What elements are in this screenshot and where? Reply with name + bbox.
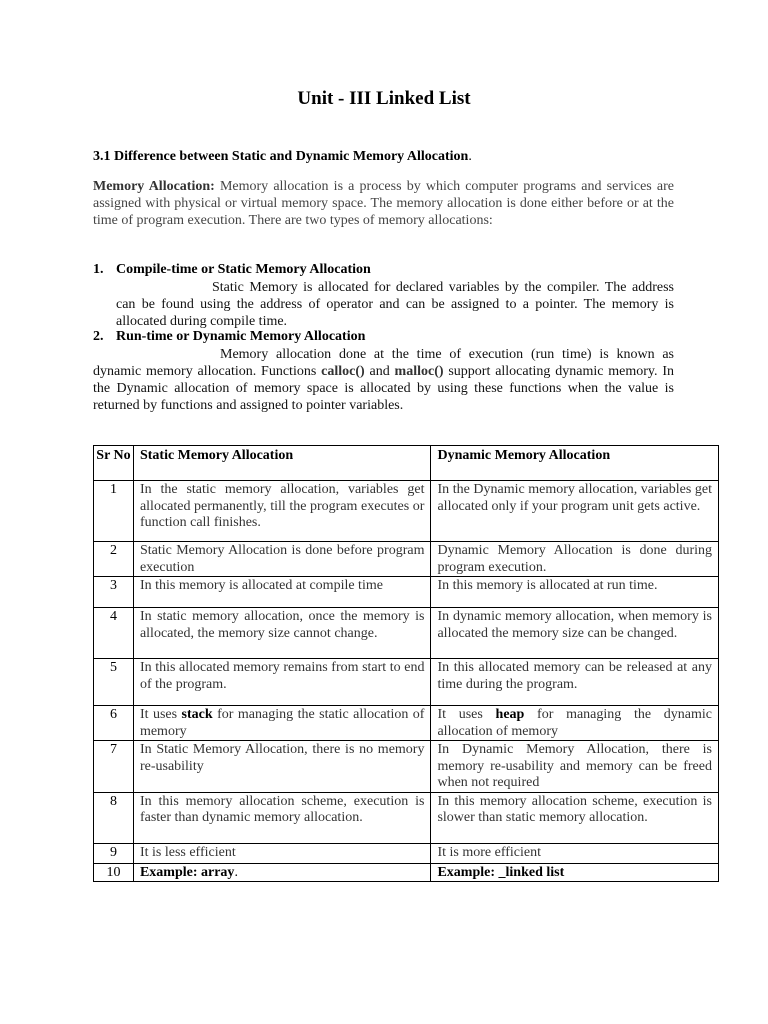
list-item-2-number: 2. — [93, 329, 104, 344]
calloc-function: calloc() — [321, 364, 365, 379]
comparison-table — [93, 445, 719, 882]
row-dynamic-cell: In this memory allocation scheme, execution is slower than static memory allocation. — [431, 792, 719, 843]
stack-keyword: stack — [181, 707, 213, 722]
table-row — [94, 577, 719, 608]
list-item-1-body-text: Static Memory is allocated for declared variables by the compiler. The address can be found using the address of operator and can be assigned to a pointer. The memory is allocated during compile time. — [116, 280, 674, 329]
row-dynamic-cell: It is more efficient — [431, 843, 719, 863]
row-sr: 7 — [94, 741, 134, 793]
row-static-cell: Static Memory Allocation is done before program execution — [133, 542, 431, 577]
dynamic-text-a: It uses — [437, 707, 496, 722]
row-sr: 4 — [94, 608, 134, 659]
table-row — [94, 792, 719, 843]
row-static-cell: In this memory is allocated at compile time — [133, 577, 431, 608]
section-heading-text: 3.1 Difference between Static and Dynamic Memory Allocation — [93, 149, 469, 164]
table-row — [94, 481, 719, 542]
malloc-function: malloc() — [394, 364, 444, 379]
header-dynamic: Dynamic Memory Allocation — [431, 446, 719, 481]
list-item-2-body-and: and — [364, 364, 395, 379]
table-header-row — [94, 446, 719, 481]
example-linked-list: Example: _linked list — [437, 864, 565, 880]
row-sr: 3 — [94, 577, 134, 608]
row-dynamic-cell — [431, 706, 719, 741]
row-sr: 1 — [94, 481, 134, 542]
list-item-1-title — [93, 262, 371, 278]
row-static-cell: In Static Memory Allocation, there is no memory re-usability — [133, 741, 431, 793]
row-static-cell: It is less efficient — [133, 843, 431, 863]
heap-keyword: heap — [495, 707, 525, 722]
row-static-cell: In the static memory allocation, variables get allocated permanently, till the program executes or function call finishes. — [133, 481, 431, 542]
row-static-cell: In static memory allocation, once the memory is allocated, the memory size cannot change. — [133, 608, 431, 659]
list-item-2-body-a: Memory allocation done at the time of execution (run time) is known as dynamic memory allocation. Functions — [93, 347, 674, 379]
row-dynamic-cell: In dynamic memory allocation, when memory is allocated the memory size can be changed. — [431, 608, 719, 659]
table-row — [94, 741, 719, 793]
row-dynamic-cell: Dynamic Memory Allocation is done during program execution. — [431, 542, 719, 577]
section-heading — [93, 149, 472, 165]
intro-text: Memory allocation is a process by which computer programs and services are assigned with physical or virtual memory space. The memory allocation is done either before or at the time of program execution. There are two types of memory allocations: — [93, 179, 674, 228]
example-array-suffix: . — [234, 864, 238, 880]
list-item-2-title-text: Run-time or Dynamic Memory Allocation — [116, 329, 366, 344]
table-row — [94, 659, 719, 706]
table-row — [94, 843, 719, 863]
table-row — [94, 706, 719, 741]
row-sr: 8 — [94, 792, 134, 843]
list-item-2-body-b: support allocating dynamic memory. In the Dynamic allocation of memory space is allocated by using these functions when the value is returned by functions and assigned to pointer variables. — [93, 364, 675, 413]
example-array: Example: array — [139, 864, 235, 880]
table-row — [94, 863, 719, 882]
row-static-cell — [133, 706, 431, 741]
row-dynamic-cell: In Dynamic Memory Allocation, there is memory re-usability and memory can be freed when not required — [431, 741, 719, 793]
row-static-cell — [133, 863, 431, 882]
header-static: Static Memory Allocation — [133, 446, 431, 481]
list-item-1-title-text: Compile-time or Static Memory Allocation — [116, 262, 371, 277]
page-title: Unit - III Linked List — [297, 88, 471, 109]
row-sr: 9 — [94, 843, 134, 863]
row-dynamic-cell — [431, 863, 719, 882]
row-static-cell: In this memory allocation scheme, execution is faster than dynamic memory allocation. — [133, 792, 431, 843]
table-row — [94, 542, 719, 577]
intro-paragraph — [93, 178, 674, 229]
row-dynamic-cell: In this memory is allocated at run time. — [431, 577, 719, 608]
section-heading-suffix: . — [468, 149, 472, 164]
list-item-2-title — [93, 329, 365, 345]
list-item-2-body — [93, 346, 674, 414]
row-sr: 2 — [94, 542, 134, 577]
dynamic-text-b: for managing the dynamic allocation of memory — [437, 707, 712, 739]
row-dynamic-cell: In this allocated memory can be released at any time during the program. — [431, 659, 719, 706]
list-item-1-number: 1. — [93, 262, 104, 277]
static-text-a: It uses — [139, 707, 182, 722]
row-sr: 5 — [94, 659, 134, 706]
header-sr-no: Sr No — [94, 446, 134, 481]
list-item-1-body — [116, 279, 674, 330]
intro-label: Memory Allocation: — [93, 179, 215, 194]
static-text-b: for managing the static allocation of memory — [139, 707, 425, 739]
row-sr: 6 — [94, 706, 134, 741]
table-row — [94, 608, 719, 659]
row-sr: 10 — [94, 863, 134, 882]
row-dynamic-cell: In the Dynamic memory allocation, variables get allocated only if your program unit gets active. — [431, 481, 719, 542]
row-static-cell: In this allocated memory remains from start to end of the program. — [133, 659, 431, 706]
